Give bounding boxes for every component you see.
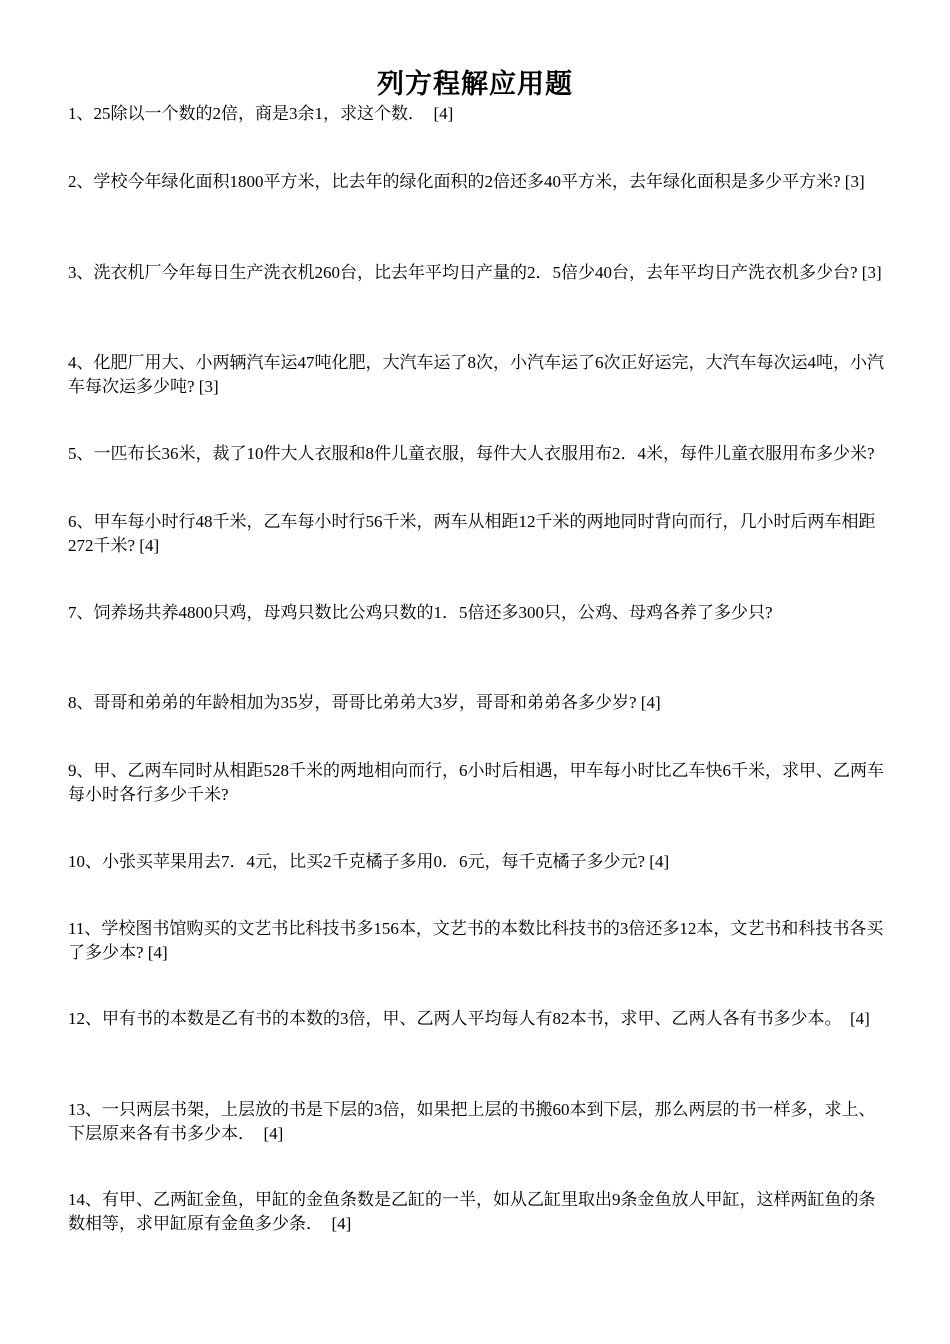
question-6: 6、甲车每小时行48千米，乙车每小时行56千米，两车从相距12千米的两地同时背向而行，几小时后两车相距272千米? [4] (68, 512, 876, 555)
question-12: 12、甲有书的本数是乙有书的本数的3倍，甲、乙两人平均每人有82本书，求甲、乙两人各有书多少本。 [4] (68, 1009, 870, 1028)
page-title: 列方程解应用题 (377, 69, 573, 99)
question-11: 11、学校图书馆购买的文艺书比科技书多156本，文艺书的本数比科技书的3倍还多12本，文艺书和科技书各买了多少本? [4] (68, 919, 884, 962)
question-14: 14、有甲、乙两缸金鱼，甲缸的金鱼条数是乙缸的一半，如从乙缸里取出9条金鱼放人甲缸，这样两缸鱼的条数相等，求甲缸原有金鱼多少条． [4] (68, 1190, 876, 1233)
question-10: 10、小张买苹果用去7．4元，比买2千克橘子多用0．6元，每千克橘子多少元? [4] (68, 852, 670, 871)
question-8: 8、哥哥和弟弟的年龄相加为35岁，哥哥比弟弟大3岁，哥哥和弟弟各多少岁? [4] (68, 693, 661, 712)
question-2: 2、学校今年绿化面积1800平方米，比去年的绿化面积的2倍还多40平方米，去年绿化面积是多少平方米? [3] (68, 172, 865, 191)
question-5: 5、一匹布长36米，裁了10件大人衣服和8件儿童衣服，每件大人衣服用布2．4米，每件儿童衣服用布多少米? (68, 444, 875, 463)
question-3: 3、洗衣机厂今年每日生产洗衣机260台，比去年平均日产量的2．5倍少40台，去年平均日产洗衣机多少台? [3] (68, 263, 882, 282)
question-13: 13、一只两层书架，上层放的书是下层的3倍，如果把上层的书搬60本到下层，那么两层的书一样多，求上、下层原来各有书多少本． [4] (68, 1100, 876, 1143)
question-9: 9、甲、乙两车同时从相距528千米的两地相向而行，6小时后相遇，甲车每小时比乙车快6千米，求甲、乙两车每小时各行多少千米? (68, 761, 884, 804)
question-7: 7、饲养场共养4800只鸡，母鸡只数比公鸡只数的1．5倍还多300只，公鸡、母鸡各养了多少只? (68, 603, 773, 622)
question-1: 1、25除以一个数的2倍，商是3余1，求这个数． [4] (68, 104, 454, 123)
question-4: 4、化肥厂用大、小两辆汽车运47吨化肥，大汽车运了8次，小汽车运了6次正好运完，大汽车每次运4吨，小汽车每次运多少吨? [3] (68, 353, 884, 396)
